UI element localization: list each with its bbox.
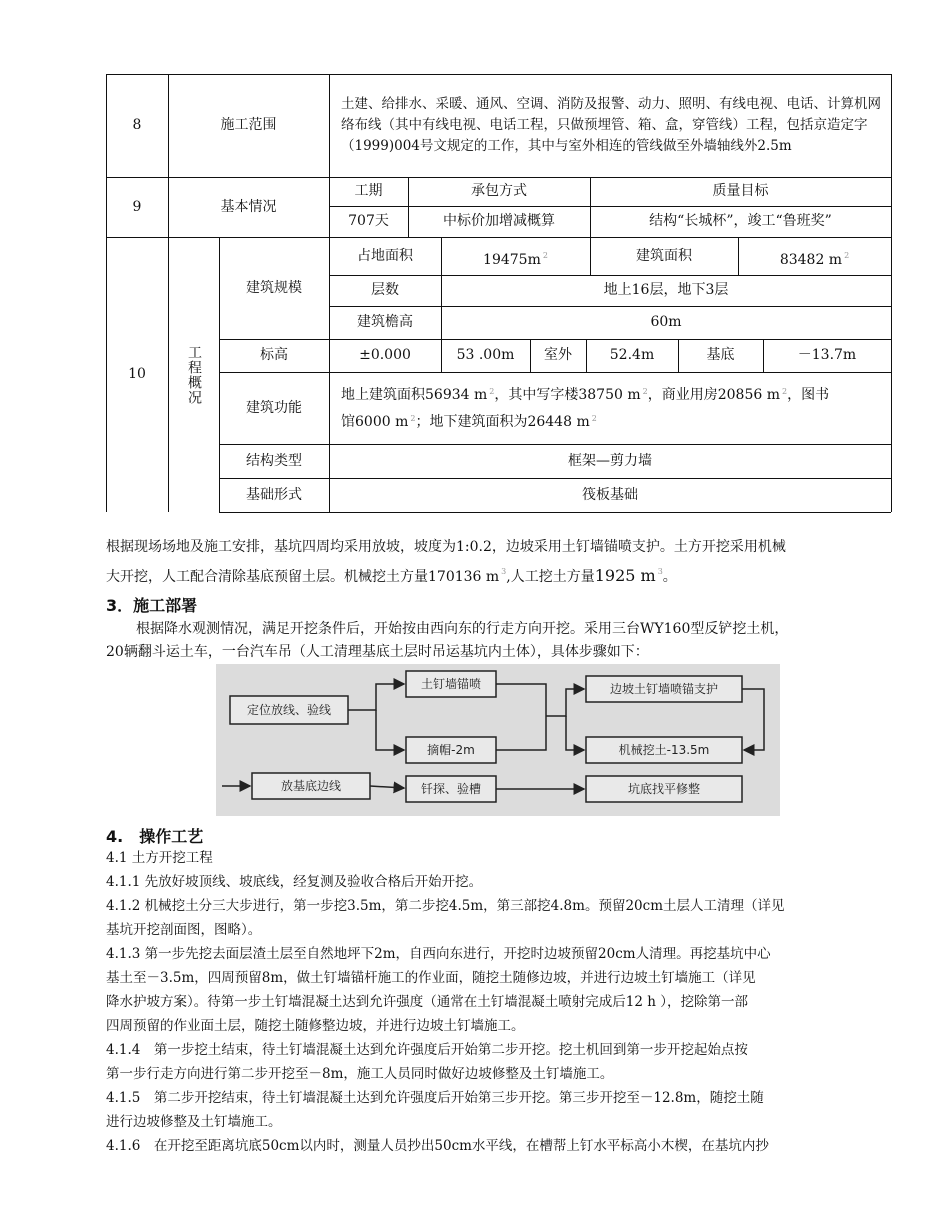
flow-label-4: 边坡土钉墙喷锚支护 bbox=[609, 682, 719, 696]
item-4-1-3-line-4: 四周预留的作业面土层，随挖土随修整边坡，并进行边坡土钉墙施工。 bbox=[106, 1018, 525, 1034]
scale-label: 建筑规模 bbox=[246, 279, 302, 296]
contract-header: 承包方式 bbox=[471, 183, 527, 199]
row8-label: 施工范围 bbox=[220, 117, 277, 133]
section-3-line-2: 20辆翻斗运土车，一台汽车吊（人工清理基底土层时吊运基坑内土体），具体步骤如下： bbox=[106, 644, 649, 660]
flow-label-6: 放基底边线 bbox=[280, 779, 342, 793]
quality-value: 结构“长城杯”，竣工“鲁班奖” bbox=[649, 213, 832, 229]
item-4-1-5-line-1: 4.1.5 第二步开挖结束，待土钉墙混凝土达到允许强度后开始第三步开挖。第三步开挖至－12.8m，随挖土随 bbox=[106, 1090, 764, 1106]
function-value: 地上建筑面积56934 m $^2$，其中写字楼38750 m $^2$，商业用房20856 m $^2$，图书 馆6000 m $^2$；地下建筑面积为26448 m $^2$ bbox=[341, 387, 830, 430]
item-4-1-3-line-1: 4.1.3 第一步先挖去面层渣土层至自然地坪下2m，自西向东进行，开挖时边坡预留20cm人清理。再挖基坑中心 bbox=[106, 946, 771, 962]
item-4-1-4-line-2: 第一步行走方向进行第二步开挖至－8m，施工人员同时做好边坡修整及土钉墙施工。 bbox=[106, 1066, 614, 1082]
structure-label: 结构类型 bbox=[246, 452, 302, 469]
function-label: 建筑功能 bbox=[246, 399, 302, 416]
outdoor-value: 52.4m bbox=[609, 347, 655, 363]
floors-label: 层数 bbox=[371, 282, 399, 298]
eave-height-value: 60m bbox=[650, 314, 682, 330]
item-4-1-5-line-2: 进行边坡修整及土钉墙施工。 bbox=[106, 1114, 282, 1130]
section-3-line-1: 根据降水观测情况，满足开挖条件后，开始按由西向东的行走方向开挖。采用三台WY160型反铲挖土机， bbox=[136, 621, 789, 637]
site-area-label: 占地面积 bbox=[357, 247, 413, 264]
elevation-zero-value: 53 .00m bbox=[456, 347, 515, 363]
item-4-1-2-line-1: 4.1.2 机械挖土分三大步进行，第一步挖3.5m，第二步挖4.5m，第三部挖4.8m。预留20cm土层人工清理（详见 bbox=[106, 898, 785, 914]
contract-value: 中标价加增减概算 bbox=[443, 213, 555, 229]
flow-label-2: 土钉墙锚喷 bbox=[420, 677, 482, 691]
flow-connector-6 bbox=[742, 689, 764, 750]
intro-line-1: 根据现场场地及施工安排，基坑四周均采用放坡，坡度为1:0.2，边坡采用土钉墙锚喷支护。土方开挖采用机械 bbox=[106, 539, 786, 555]
flow-connector-3 bbox=[496, 684, 546, 750]
item-4-1-2-line-2: 基坑开挖剖面图，图略）。 bbox=[106, 922, 262, 938]
item-4-1-6-line-1: 4.1.6 在开挖至距离坑底50cm以内时，测量人员抄出50cm水平线，在槽帮上钉水平标高小木楔，在基坑内抄 bbox=[106, 1138, 769, 1154]
flow-connector-2 bbox=[376, 710, 404, 750]
outdoor-label: 室外 bbox=[544, 347, 572, 363]
foundation-label: 基础形式 bbox=[246, 486, 302, 503]
flow-connector-1 bbox=[348, 684, 404, 710]
item-4-1-3-line-2: 基土至－3.5m，四周预留8m，做土钉墙锚杆施工的作业面，随挖土随修边坡，并进行边坡土钉墙施工（详见 bbox=[106, 970, 756, 986]
construction-flow-diagram bbox=[216, 664, 780, 816]
overview-group-label: 工程概况 bbox=[186, 344, 202, 405]
item-4-1-4-line-1: 4.1.4 第一步挖土结束，待土钉墙混凝土达到允许强度后开始第二步开挖。挖土机回到第一步开挖起始点按 bbox=[106, 1042, 748, 1058]
flow-connector-4 bbox=[546, 689, 584, 716]
quality-header: 质量目标 bbox=[712, 183, 769, 199]
eave-height-label: 建筑檐高 bbox=[357, 314, 413, 330]
row9-number: 9 bbox=[132, 198, 142, 215]
build-area-label: 建筑面积 bbox=[636, 247, 692, 264]
row8-content: 土建、给排水、采暖、通风、空调、消防及报警、动力、照明、有线电视、电话、计算机网络布线（其中有线电视、电话工程，只做预埋管、箱、盒，穿管线）工程，包括京造定字（1999)004号文规定的工作，其中与室外相连的管线做至外墙轴线外2.5m bbox=[341, 96, 881, 154]
section-3-title: 3．施工部署 bbox=[106, 596, 198, 615]
flow-label-8: 坑底找平修整 bbox=[627, 782, 701, 796]
row9-label: 基本情况 bbox=[220, 198, 277, 215]
flow-label-3: 摘帽-2m bbox=[427, 743, 475, 757]
row10-number: 10 bbox=[128, 366, 146, 382]
flow-diagram-svg bbox=[216, 664, 780, 816]
section-4-1-title: 4.1 土方开挖工程 bbox=[106, 850, 213, 866]
elevation-zero: ±0.000 bbox=[359, 347, 411, 363]
intro-line-2: 大开挖，人工配合清除基底预留土层。机械挖土方量170136 m $^3$,人工挖土方量1925 m $^3$。 bbox=[106, 566, 677, 585]
duration-value: 707天 bbox=[348, 213, 389, 229]
foundation-value: 筏板基础 bbox=[582, 486, 638, 503]
structure-value: 框架—剪力墙 bbox=[568, 452, 652, 469]
base-label: 基底 bbox=[706, 347, 735, 363]
build-area-value: 83482 m $^2$ bbox=[779, 251, 850, 268]
section-4-title: 4. 操作工艺 bbox=[106, 827, 204, 846]
elevation-label: 标高 bbox=[260, 347, 288, 363]
site-area-value: 19475m $^2$ bbox=[483, 251, 548, 268]
flow-label-1: 定位放线、验线 bbox=[246, 703, 332, 717]
duration-header: 工期 bbox=[354, 183, 383, 199]
item-4-1-1: 4.1.1 先放好坡顶线、坡底线，经复测及验收合格后开始开挖。 bbox=[106, 874, 483, 890]
floors-value: 地上16层，地下3层 bbox=[603, 282, 729, 298]
item-4-1-3-line-3: 降水护坡方案）。待第一步土钉墙混凝土达到允许强度（通常在土钉墙混凝土喷射完成后12 h ），挖除第一部 bbox=[106, 994, 748, 1010]
flow-connector-5 bbox=[566, 716, 584, 750]
flow-connector-8 bbox=[370, 786, 404, 788]
row8-number: 8 bbox=[132, 117, 142, 133]
flow-label-5: 机械挖土-13.5m bbox=[618, 743, 710, 757]
base-value: －13.7m bbox=[797, 347, 857, 363]
flow-label-7: 钎探、验槽 bbox=[420, 782, 482, 796]
